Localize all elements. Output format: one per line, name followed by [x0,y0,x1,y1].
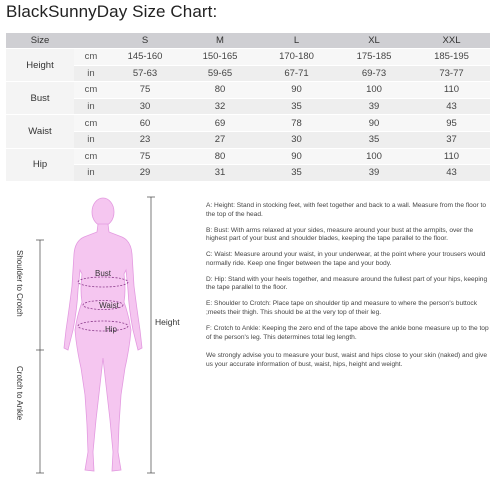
header-cell: L [258,33,335,49]
unit-cell: cm [74,49,108,66]
instruction-shoulder-to-crotch: E: Shoulder to Crotch: Place tape on shoulder tip and measure to where the person's buttock ;meets their thigh. This should be at the very top of their leg. [206,300,478,317]
value-cell: 39 [335,98,413,115]
value-cell: 69-73 [335,65,413,82]
value-cell: 43 [413,98,490,115]
measurement-instructions [206,202,494,377]
value-cell: 175-185 [335,49,413,66]
value-cell: 39 [335,165,413,182]
value-cell: 35 [258,165,335,182]
value-cell: 150-165 [182,49,258,66]
height-label: Height [155,317,180,327]
table-row [6,65,490,82]
value-cell: 35 [335,131,413,148]
value-cell: 110 [413,82,490,99]
value-cell: 75 [108,148,182,165]
value-cell: 170-180 [258,49,335,66]
value-cell: 110 [413,148,490,165]
instruction-crotch-to-ankle: F: Crotch to Ankle: Keeping the zero end of the tape above the ankle bone measure up to the top of the person's leg. This determines total leg length. [206,324,489,341]
table-row [6,98,490,115]
unit-cell: in [74,131,108,148]
value-cell: 29 [108,165,182,182]
value-cell: 31 [182,165,258,182]
size-chart-table [6,33,490,182]
value-cell: 30 [108,98,182,115]
value-cell: 69 [182,115,258,132]
instruction-bust: B: Bust: With arms relaxed at your sides, measure around your bust at the armpits, over the highest part of your bust and shoulder blades, keeping the tape parallel to the floor. [206,226,474,243]
unit-cell: in [74,65,108,82]
body-silhouette [64,198,142,471]
value-cell: 23 [108,131,182,148]
hip-label: Hip [104,325,118,334]
value-cell: 90 [335,115,413,132]
value-cell: 37 [413,131,490,148]
table-header-row [6,33,490,49]
bust-label: Bust [94,269,112,278]
value-cell: 32 [182,98,258,115]
value-cell: 95 [413,115,490,132]
value-cell: 80 [182,82,258,99]
table-row [6,148,490,165]
header-cell: XXL [413,33,490,49]
body-figure [0,190,195,490]
measure-name-cell: Waist [6,115,74,148]
height-line [147,197,155,473]
unit-cell: cm [74,115,108,132]
header-cell: Size [6,33,74,49]
value-cell: 35 [258,98,335,115]
header-cell: M [182,33,258,49]
unit-cell: cm [74,148,108,165]
table-row [6,131,490,148]
value-cell: 80 [182,148,258,165]
table-row [6,82,490,99]
value-cell: 59-65 [182,65,258,82]
measure-name-cell: Hip [6,148,74,181]
value-cell: 60 [108,115,182,132]
value-cell: 67-71 [258,65,335,82]
measure-name-cell: Height [6,49,74,82]
table-row [6,49,490,66]
leg-measure-line [36,240,44,473]
value-cell: 27 [182,131,258,148]
table-row [6,165,490,182]
value-cell: 90 [258,148,335,165]
value-cell: 145-160 [108,49,182,66]
instruction-waist: C: Waist: Measure around your waist, in your underwear, at the point where your trousers would normally ride. Keep one finger between the tape and your body. [206,251,486,267]
value-cell: 30 [258,131,335,148]
value-cell: 90 [258,82,335,99]
value-cell: 185-195 [413,49,490,66]
instruction-height: A: Height: Stand in stocking feet, with feet together and back to a wall. Measure from the floor to the top of the head. [206,202,487,218]
header-cell: XL [335,33,413,49]
value-cell: 43 [413,165,490,182]
value-cell: 100 [335,82,413,99]
table-row [6,115,490,132]
instruction-hip: D: Hip: Stand with your heels together, and measure around the fullest part of your hips, keeping the tape parallel to the floor. [206,275,488,292]
header-cell [74,33,108,49]
unit-cell: in [74,98,108,115]
value-cell: 78 [258,115,335,132]
instruction-advice: We strongly advise you to measure your bust, waist and hips close to your skin (naked) and give us your accurate information of bust, waist, hips, height and weight. [206,352,487,369]
waist-label: Waist [99,301,119,310]
header-cell: S [108,33,182,49]
unit-cell: in [74,165,108,182]
shoulder-to-crotch-label: Shoulder to Crotch [15,250,24,317]
value-cell: 73-77 [413,65,490,82]
unit-cell: cm [74,82,108,99]
value-cell: 57-63 [108,65,182,82]
page-title: BlackSunnyDay Size Chart: [6,2,218,21]
crotch-to-ankle-label: Crotch to Ankle [15,366,24,421]
measure-name-cell: Bust [6,82,74,115]
value-cell: 100 [335,148,413,165]
value-cell: 75 [108,82,182,99]
